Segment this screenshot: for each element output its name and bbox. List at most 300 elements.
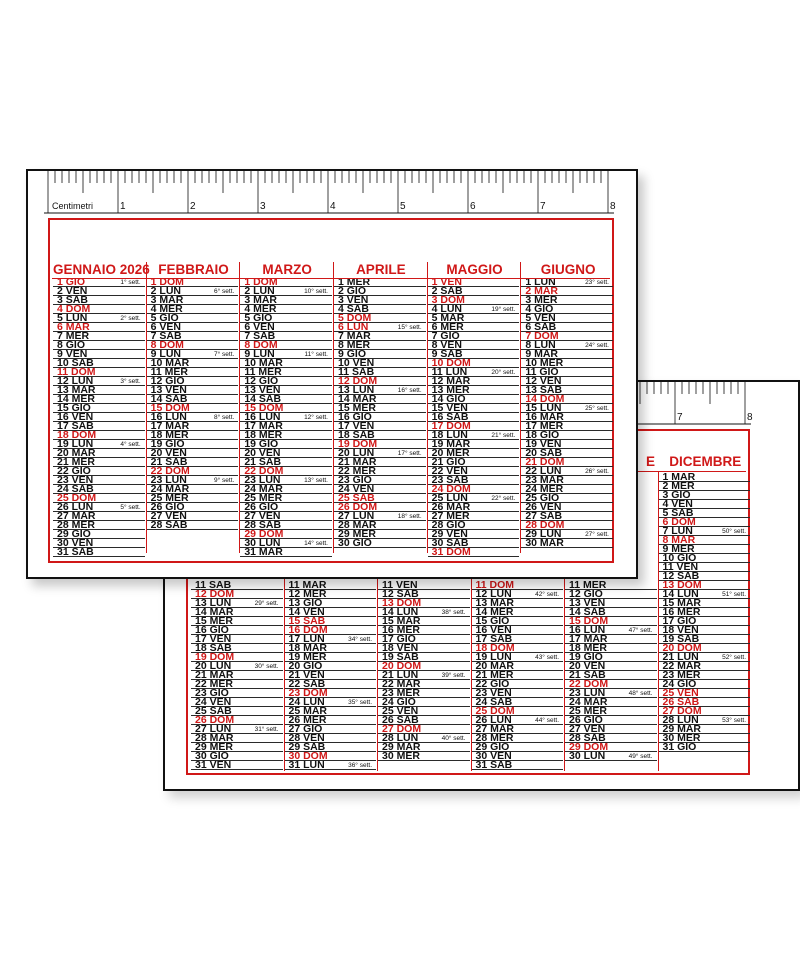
day-label: 30 MAR <box>525 536 564 549</box>
day-label: 11 MAR <box>288 578 327 591</box>
day-label: 28 SAB <box>150 518 188 531</box>
week-number: 22° sett. <box>491 494 516 502</box>
day-label: 16 DOM <box>288 623 328 636</box>
week-number: 1° sett. <box>120 278 141 286</box>
day-label: 29 MER <box>338 527 376 540</box>
day-label: 22 LUN <box>525 464 562 477</box>
day-label: 14 MAR <box>195 605 234 618</box>
day-label: 22 DOM <box>569 677 609 690</box>
day-label: 1 DOM <box>150 275 184 288</box>
month-column <box>428 275 520 558</box>
day-label: 4 LUN <box>431 302 462 315</box>
day-label: 10 VEN <box>338 356 375 369</box>
ruler-front <box>28 171 636 217</box>
week-number: 27° sett. <box>585 530 609 538</box>
month-column <box>378 578 470 762</box>
day-label: 11 DOM <box>57 365 96 378</box>
day-label: 24 MAR <box>569 695 608 708</box>
day-label: 6 MAR <box>57 320 90 333</box>
ruler-number: 8 <box>747 412 753 423</box>
week-number: 36° sett. <box>348 761 372 769</box>
day-row <box>147 518 239 531</box>
day-label: 14 GIO <box>431 392 466 405</box>
month-column <box>53 275 145 558</box>
day-label: 14 SAB <box>244 392 282 405</box>
day-label: 14 SAB <box>569 605 606 618</box>
day-row <box>191 758 283 771</box>
week-number: 20° sett. <box>491 368 516 376</box>
day-label: 28 MER <box>57 518 95 531</box>
day-label: 2 VEN <box>57 284 88 297</box>
day-label: 27 LUN <box>338 509 375 522</box>
day-label: 25 MER <box>150 491 189 504</box>
week-number: 29° sett. <box>254 599 279 607</box>
week-number: 25° sett. <box>585 404 609 412</box>
day-label: 26 MER <box>288 713 327 726</box>
day-label: 11 DOM <box>475 578 515 591</box>
day-label: 5 DOM <box>338 311 372 324</box>
day-label: 10 GIO <box>662 551 697 564</box>
day-label: 17 GIO <box>382 632 416 645</box>
day-label: 12 SAB <box>382 587 419 600</box>
week-number: 24° sett. <box>585 341 609 349</box>
day-label: 17 DOM <box>431 419 471 432</box>
week-number: 34° sett. <box>348 635 372 643</box>
day-label: 30 LUN <box>569 749 606 762</box>
day-label: 16 GIO <box>195 623 229 636</box>
day-label: 22 MAR <box>662 659 702 672</box>
day-label: 13 MER <box>431 383 470 396</box>
day-label: 27 DOM <box>382 722 422 735</box>
month-column <box>521 275 613 549</box>
day-label: 29 DOM <box>244 527 284 540</box>
day-label: 27 SAB <box>525 509 563 522</box>
week-number: 2° sett. <box>120 314 141 322</box>
day-label: 15 VEN <box>431 401 468 414</box>
day-label: 19 GIO <box>569 650 603 663</box>
ruler-title: Centimetri <box>52 201 94 211</box>
day-label: 18 DOM <box>475 641 515 654</box>
day-label: 6 DOM <box>662 515 696 528</box>
day-label: 19 SAB <box>382 650 419 663</box>
day-label: 25 SAB <box>338 491 375 504</box>
week-number: 7° sett. <box>214 350 235 358</box>
day-label: 26 GIO <box>150 500 185 513</box>
calendar-card-front <box>26 169 638 579</box>
week-number: 9° sett. <box>214 476 235 484</box>
day-label: 25 DOM <box>57 491 97 504</box>
day-label: 12 MAR <box>431 374 471 387</box>
week-number: 26° sett. <box>585 467 609 475</box>
month-header: GIUGNO <box>540 262 596 277</box>
day-label: 30 MER <box>382 749 420 762</box>
day-label: 21 SAB <box>150 455 188 468</box>
day-label: 9 MAR <box>525 347 558 360</box>
day-label: 30 VEN <box>475 749 512 762</box>
day-label: 15 MER <box>338 401 376 414</box>
ruler-number: 5 <box>400 201 406 212</box>
week-number: 15° sett. <box>397 323 422 331</box>
day-label: 17 GIO <box>662 614 697 627</box>
day-label: 3 GIO <box>662 488 691 501</box>
day-label: 7 GIO <box>431 329 460 342</box>
day-label: 1 DOM <box>244 275 278 288</box>
day-label: 11 MER <box>244 365 282 378</box>
day-label: 16 GIO <box>338 410 372 423</box>
day-label: 20 MER <box>431 446 470 459</box>
day-label: 7 MAR <box>338 329 371 342</box>
day-label: 29 DOM <box>569 740 609 753</box>
day-label: 28 SAB <box>569 731 606 744</box>
day-label: 29 MAR <box>382 740 421 753</box>
day-label: 5 GIO <box>150 311 179 324</box>
day-label: 23 GIO <box>338 473 372 486</box>
day-label: 25 MAR <box>288 704 328 717</box>
day-label: 21 MAR <box>195 668 234 681</box>
day-label: 18 SAB <box>338 428 375 441</box>
day-label: 17 MER <box>525 419 564 432</box>
column-divider <box>239 262 240 553</box>
day-label: 12 VEN <box>525 374 562 387</box>
day-label: 21 SAB <box>569 668 606 681</box>
day-label: 28 MER <box>475 731 514 744</box>
day-label: 6 VEN <box>244 320 275 333</box>
day-label: 1 VEN <box>431 275 463 288</box>
day-label: 13 LUN <box>195 596 232 609</box>
day-label: 25 GIO <box>525 491 560 504</box>
day-label: 24 MER <box>525 482 564 495</box>
month-column <box>191 578 283 771</box>
column-divider <box>333 262 334 553</box>
day-label: 13 DOM <box>382 596 422 609</box>
month-column <box>285 578 377 771</box>
header-divider <box>52 278 610 279</box>
day-label: 19 DOM <box>195 650 235 663</box>
day-label: 18 LUN <box>431 428 468 441</box>
day-label: 11 SAB <box>195 578 232 591</box>
day-label: 13 MAR <box>475 596 515 609</box>
day-label: 23 VEN <box>57 473 94 486</box>
day-label: 22 VEN <box>431 464 468 477</box>
day-label: 30 MER <box>662 731 701 744</box>
week-number: 50° sett. <box>722 527 746 535</box>
day-label: 5 GIO <box>244 311 273 324</box>
week-number: 3° sett. <box>120 377 141 385</box>
day-label: 31 GIO <box>662 740 697 753</box>
month-header: GENNAIO 2026 <box>53 262 150 277</box>
day-label: 14 MAR <box>338 392 377 405</box>
day-label: 23 LUN <box>150 473 187 486</box>
day-label: 10 DOM <box>431 356 471 369</box>
day-label: 4 VEN <box>662 497 693 510</box>
day-label: 16 MAR <box>525 410 564 423</box>
week-number: 49° sett. <box>628 752 653 760</box>
day-label: 18 GIO <box>525 428 560 441</box>
day-label: 19 SAB <box>662 632 700 645</box>
day-label: 16 VEN <box>57 410 94 423</box>
day-label: 29 VEN <box>431 527 468 540</box>
day-label: 28 MAR <box>338 518 377 531</box>
day-label: 13 LUN <box>338 383 375 396</box>
day-label: 27 LUN <box>195 722 232 735</box>
day-label: 2 LUN <box>150 284 181 297</box>
day-label: 7 DOM <box>525 329 559 342</box>
ruler-number: 2 <box>190 201 196 212</box>
month-column <box>472 578 564 771</box>
day-label: 13 VEN <box>244 383 281 396</box>
day-label: 24 VEN <box>338 482 375 495</box>
week-number: 14° sett. <box>304 539 328 547</box>
day-label: 28 GIO <box>431 518 466 531</box>
day-label: 25 VEN <box>382 704 419 717</box>
day-label: 12 GIO <box>244 374 279 387</box>
day-label: 26 DOM <box>338 500 378 513</box>
day-label: 23 VEN <box>475 686 512 699</box>
week-number: 42° sett. <box>535 590 559 598</box>
day-label: 31 DOM <box>431 545 471 558</box>
day-label: 21 DOM <box>525 455 565 468</box>
month-column <box>565 578 657 762</box>
day-label: 3 MAR <box>244 293 277 306</box>
day-label: 16 MER <box>662 605 701 618</box>
day-label: 27 VEN <box>150 509 187 522</box>
day-label: 13 VEN <box>569 596 606 609</box>
day-label: 23 DOM <box>288 686 328 699</box>
week-number: 10° sett. <box>304 287 328 295</box>
day-row <box>53 545 145 558</box>
day-label: 10 SAB <box>57 356 94 369</box>
week-number: 31° sett. <box>254 725 279 733</box>
day-label: 21 GIO <box>431 455 466 468</box>
day-label: 12 LUN <box>475 587 512 600</box>
day-label: 4 MER <box>244 302 277 315</box>
column-divider <box>658 471 659 771</box>
week-number: 23° sett. <box>585 278 609 286</box>
week-number: 47° sett. <box>628 626 653 634</box>
day-label: 14 LUN <box>382 605 419 618</box>
day-label: 31 VEN <box>195 758 232 771</box>
day-label: 11 SAB <box>338 365 375 378</box>
day-label: 8 GIO <box>57 338 86 351</box>
day-label: 8 DOM <box>244 338 278 351</box>
day-label: 20 VEN <box>244 446 281 459</box>
day-label: 30 DOM <box>288 749 328 762</box>
day-label: 28 LUN <box>662 713 699 726</box>
week-number: 11° sett. <box>304 350 328 358</box>
day-label: 17 VEN <box>338 419 375 432</box>
week-number: 19° sett. <box>491 305 516 313</box>
month-header: DICEMBRE <box>669 454 742 469</box>
day-label: 7 MER <box>57 329 90 342</box>
day-label: 12 MER <box>288 587 327 600</box>
day-label: 9 LUN <box>150 347 181 360</box>
ruler-number: 7 <box>677 412 683 423</box>
month-header: MARZO <box>262 262 312 277</box>
day-label: 16 VEN <box>475 623 512 636</box>
day-label: 5 MAR <box>431 311 465 324</box>
day-label: 15 MAR <box>382 614 421 627</box>
day-label: 12 SAB <box>662 569 700 582</box>
day-label: 20 VEN <box>569 659 606 672</box>
day-label: 17 LUN <box>288 632 325 645</box>
day-label: 13 MAR <box>57 383 96 396</box>
day-label: 24 MAR <box>244 482 283 495</box>
day-row <box>472 758 564 771</box>
day-label: 7 SAB <box>244 329 276 342</box>
day-label: 30 VEN <box>57 536 94 549</box>
day-label: 15 DOM <box>569 614 609 627</box>
week-number: 4° sett. <box>120 440 141 448</box>
day-label: 15 DOM <box>244 401 284 414</box>
day-label: 25 LUN <box>431 491 468 504</box>
day-label: 23 GIO <box>195 686 229 699</box>
day-row <box>334 536 426 549</box>
month-header: MAGGIO <box>446 262 503 277</box>
day-label: 25 VEN <box>662 686 699 699</box>
day-label: 12 DOM <box>338 374 378 387</box>
day-label: 4 DOM <box>57 302 91 315</box>
week-number: 52° sett. <box>722 653 746 661</box>
day-label: 13 VEN <box>150 383 187 396</box>
day-label: 5 LUN <box>57 311 88 324</box>
day-label: 18 MER <box>244 428 283 441</box>
day-label: 30 GIO <box>195 749 229 762</box>
day-label: 1 MER <box>338 275 371 288</box>
day-label: 27 GIO <box>288 722 323 735</box>
day-label: 21 MAR <box>338 455 377 468</box>
ruler-number: 6 <box>470 201 476 212</box>
day-label: 18 MER <box>569 641 607 654</box>
day-label: 9 VEN <box>57 347 88 360</box>
day-label: 19 DOM <box>338 437 378 450</box>
day-label: 26 DOM <box>195 713 235 726</box>
day-label: 19 MAR <box>431 437 471 450</box>
day-label: 22 MER <box>338 464 376 477</box>
day-label: 11 GIO <box>525 365 559 378</box>
day-label: 6 LUN <box>338 320 369 333</box>
day-label: 15 GIO <box>57 401 91 414</box>
day-label: 19 LUN <box>57 437 94 450</box>
day-label: 14 LUN <box>662 587 699 600</box>
day-row <box>428 545 520 558</box>
day-label: 31 LUN <box>288 758 325 771</box>
day-label: 8 MER <box>338 338 371 351</box>
week-number: 8° sett. <box>214 413 235 421</box>
day-label: 2 LUN <box>244 284 275 297</box>
day-label: 28 MAR <box>195 731 234 744</box>
day-label: 2 MAR <box>525 284 558 297</box>
day-label: 14 MER <box>57 392 95 405</box>
day-label: 27 VEN <box>244 509 281 522</box>
day-label: 22 GIO <box>475 677 510 690</box>
week-number: 5° sett. <box>120 503 141 511</box>
day-label: 15 MAR <box>662 596 702 609</box>
day-label: 1 MAR <box>662 470 696 483</box>
day-label: 29 MER <box>195 740 233 753</box>
day-label: 7 SAB <box>150 329 182 342</box>
day-label: 16 LUN <box>150 410 187 423</box>
day-label: 27 MAR <box>475 722 515 735</box>
day-label: 8 LUN <box>525 338 556 351</box>
day-label: 15 LUN <box>525 401 562 414</box>
day-label: 22 GIO <box>57 464 91 477</box>
day-label: 19 VEN <box>525 437 562 450</box>
day-label: 23 MER <box>662 668 701 681</box>
day-label: 14 SAB <box>150 392 188 405</box>
day-label: 23 MER <box>382 686 420 699</box>
day-label: 1 GIO <box>57 275 86 288</box>
day-label: 20 LUN <box>195 659 232 672</box>
month-header: E <box>645 454 655 469</box>
day-label: 23 SAB <box>431 473 469 486</box>
week-number: 30° sett. <box>254 662 279 670</box>
day-label: 28 DOM <box>525 518 565 531</box>
ruler-number: 7 <box>540 201 546 212</box>
day-label: 24 GIO <box>382 695 416 708</box>
day-label: 6 MER <box>431 320 464 333</box>
week-number: 12° sett. <box>304 413 328 421</box>
day-label: 18 VEN <box>382 641 419 654</box>
day-label: 17 SAB <box>57 419 94 432</box>
day-label: 7 LUN <box>662 524 693 537</box>
day-label: 24 GIO <box>662 677 697 690</box>
day-label: 19 LUN <box>475 650 512 663</box>
day-label: 24 DOM <box>431 482 471 495</box>
day-label: 8 MAR <box>662 533 696 546</box>
day-label: 31 MAR <box>244 545 283 558</box>
day-label: 19 GIO <box>244 437 279 450</box>
week-number: 43° sett. <box>535 653 559 661</box>
week-number: 51° sett. <box>722 590 746 598</box>
day-label: 3 MER <box>525 293 558 306</box>
day-label: 29 SAB <box>288 740 326 753</box>
day-label: 20 GIO <box>288 659 323 672</box>
day-label: 15 SAB <box>288 614 326 627</box>
day-label: 10 MAR <box>150 356 190 369</box>
day-row <box>659 740 751 753</box>
day-label: 22 MAR <box>382 677 421 690</box>
day-label: 18 DOM <box>57 428 97 441</box>
day-row <box>378 749 470 762</box>
day-label: 12 DOM <box>195 587 235 600</box>
column-divider <box>146 262 147 553</box>
day-label: 10 MAR <box>244 356 283 369</box>
day-label: 21 LUN <box>662 650 699 663</box>
ruler-number: 8 <box>610 201 616 212</box>
day-label: 11 LUN <box>431 365 468 378</box>
day-label: 15 MER <box>195 614 233 627</box>
day-label: 21 MER <box>475 668 514 681</box>
day-label: 26 SAB <box>662 695 700 708</box>
day-label: 19 GIO <box>150 437 185 450</box>
column-divider <box>520 262 521 553</box>
day-label: 24 MAR <box>150 482 190 495</box>
day-label: 26 GIO <box>569 713 603 726</box>
day-label: 22 MER <box>195 677 233 690</box>
day-label: 9 LUN <box>244 347 275 360</box>
day-row <box>285 758 377 771</box>
day-label: 22 DOM <box>244 464 284 477</box>
day-row <box>565 749 657 762</box>
day-label: 4 MER <box>150 302 183 315</box>
day-label: 25 MER <box>569 704 607 717</box>
day-label: 15 GIO <box>475 614 510 627</box>
day-label: 26 LUN <box>475 713 512 726</box>
month-column <box>334 275 426 549</box>
day-label: 20 DOM <box>662 641 702 654</box>
day-label: 11 MER <box>150 365 189 378</box>
day-label: 20 MAR <box>475 659 515 672</box>
